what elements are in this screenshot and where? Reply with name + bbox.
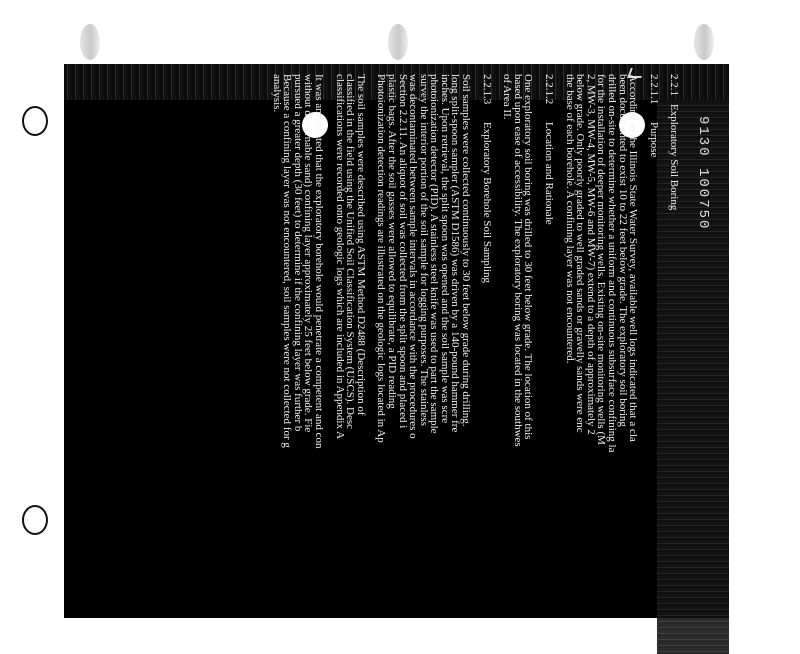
text-line: pursued a greater depth (30 feet) to determine if the confining layer was further b	[291, 74, 304, 432]
section-title: Exploratory Borehole Soil Sampling	[480, 122, 493, 284]
text-line: According to the Illinois State Water Survey, available well logs indicated that a cla	[627, 74, 640, 442]
text-line: drilled on-site to determine whether a uniform and continuous subsurface confining la	[606, 74, 619, 453]
punch-hole-lower	[22, 505, 48, 535]
text-line: classifications were recorded onto geologic logs which are included in Appendix A	[333, 74, 346, 440]
section-number: 2.2.1.3	[480, 74, 493, 105]
section-number: 2.2.1.1	[647, 74, 660, 105]
text-line: One exploratory soil boring was drilled to 30 feet below grade. The location of this	[522, 74, 535, 440]
text-line: long split-spoon sampler (ASTM D1586) was driven by a 140-pound hammer fre	[449, 74, 462, 433]
text-line: Because a confining layer was not encountered, soil samples were not collected for g	[281, 74, 294, 448]
text-line: photoionization detector (PID). A stainless steel knife was used to part the sample	[428, 74, 441, 434]
text-line: It was anticipated that the exploratory borehole would penetrate a competent and con	[312, 74, 325, 449]
section-title: Exploratory Soil Boring	[668, 104, 681, 211]
punch-hole-upper	[22, 106, 48, 136]
text-line: below grade. Only poorly graded to well graded sands or gravelly sands were enc	[574, 74, 587, 433]
scanned-page	[64, 64, 729, 618]
text-line: based upon ease of accessibility. The exploratory boring was located in the southwes	[511, 74, 524, 447]
document-id: 9130 100750	[695, 116, 711, 231]
text-line: classified in the field using the Unified Soil Classification System (USCS). Desc	[344, 74, 357, 430]
paragraph-purpose	[564, 74, 638, 608]
text-line: Photoionization detection readings are illustrated on the geologic logs located in Ap	[375, 74, 388, 443]
text-line: analysis.	[270, 74, 283, 113]
section-title: Purpose	[647, 122, 660, 158]
rotated-text-page	[56, 64, 716, 618]
text-line: been documented to exist 10 to 22 feet below grade. The exploratory soil boring	[616, 74, 629, 427]
text-line: of Area II.	[501, 74, 514, 120]
text-line: plastic bags. After the soil gasses were allowed to equilibrate, a PID reading	[385, 74, 398, 409]
paragraph-sampling	[376, 74, 471, 608]
text-line: 2, MW-3, MW-4, MW-5, MW-6 and MW-7) extend to a depth of approximately 2	[584, 74, 597, 435]
section-heading-2-2-1	[669, 74, 680, 608]
text-line: The soil samples were described using ASTM Method D2488 (Description of	[354, 74, 367, 416]
binder-tab-left	[80, 24, 100, 60]
section-title: Location and Rationale	[543, 122, 556, 225]
binder-tab-middle	[388, 24, 408, 60]
text-line: the base of each borehole. A confining layer was not encountered.	[563, 74, 576, 364]
section-heading-2-2-1-1	[648, 74, 659, 608]
paragraph-description	[334, 74, 366, 608]
section-heading-2-2-1-3	[481, 74, 492, 608]
text-line: Section 2.2.11. An aliquot of soil was collected from the split spoon and placed i	[396, 74, 409, 429]
text-line: survey the interior portion of the soil sample for logging purposes. The stainless	[417, 74, 430, 427]
section-number: 2.2.1.2	[543, 74, 556, 105]
paragraph-location	[502, 74, 534, 608]
paragraph-anticipation	[271, 74, 324, 608]
text-line: inches. Upon retrieval, the split spoon was opened and the soil sample was scre	[438, 74, 451, 424]
section-number: 2.2.1	[668, 74, 681, 96]
text-line: was decontaminated between sample intervals in accordance with the procedures o	[407, 74, 420, 439]
text-line: for the installation of deeper monitoring wells. Existing on-site monitoring wells (M	[595, 74, 608, 445]
text-line: Soil samples were collected continuously to 30 feet below grade during drilling.	[460, 74, 473, 427]
binder-tab-right	[694, 24, 714, 60]
text-line: without discernable sand) confining layer approximately 25 feet below grade. Fie	[302, 74, 315, 433]
section-heading-2-2-1-2	[543, 74, 554, 608]
